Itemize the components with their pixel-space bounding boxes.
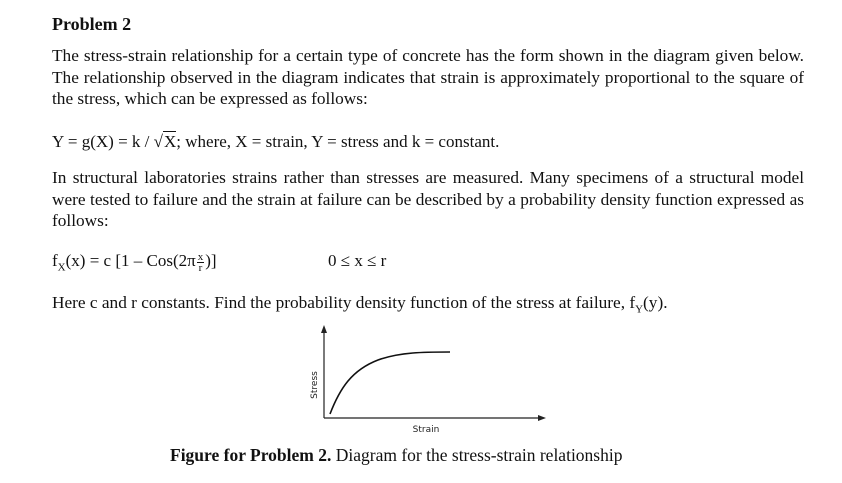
question-prefix: Here c and r constants. Find the probability density function of the stress at failure, f [52,293,636,312]
equation1-tail: ; where, X = strain, Y = stress and k = constant. [176,132,500,151]
paragraph-intro: The stress-strain relationship for a certain type of concrete has the form shown in the diagram given below. The relationship observed in the diagram indicates that strain is approximately proportional to the square of the stress, which can be expressed as follows: [52,46,804,108]
equation-stress-strain [52,131,499,152]
sqrt-sign: √ [153,132,163,151]
question-sub: Y [635,303,644,316]
x-axis-label: Strain [412,425,440,435]
equation1-lhs: Y = g(X) = k / [52,132,154,151]
figure-caption [170,445,622,466]
y-axis-label: Stress [310,371,320,399]
equation2-close: )] [205,251,217,270]
paragraph-question [52,292,668,320]
stress-strain-figure [300,322,560,437]
equation2-mid: (x) = c [1 – Cos(2π [65,251,196,270]
paragraph-labs: In structural laboratories strains rather than stresses are measured. Many specimens of a structural model were tested to failure and the strain at failure can be described by a probability density function expressed as follows: [52,168,804,230]
stress-strain-curve [330,352,450,414]
y-axis-arrow [321,325,327,333]
fraction-denominator: r [198,261,203,274]
caption-bold: Figure for Problem 2. [170,445,332,465]
equation2-f: f [52,251,58,270]
x-axis-arrow [538,415,546,421]
equation-range: 0 ≤ x ≤ r [328,251,387,270]
fraction-numerator: x [197,250,204,263]
question-suffix: (y). [643,293,668,312]
caption-rest: Diagram for the stress-strain relationship [331,445,623,465]
sqrt-radicand: X [164,132,177,151]
equation-pdf [52,250,217,278]
problem-title: Problem 2 [52,14,132,34]
fraction-x-over-r [197,252,205,273]
equation2-sub: X [57,261,66,274]
